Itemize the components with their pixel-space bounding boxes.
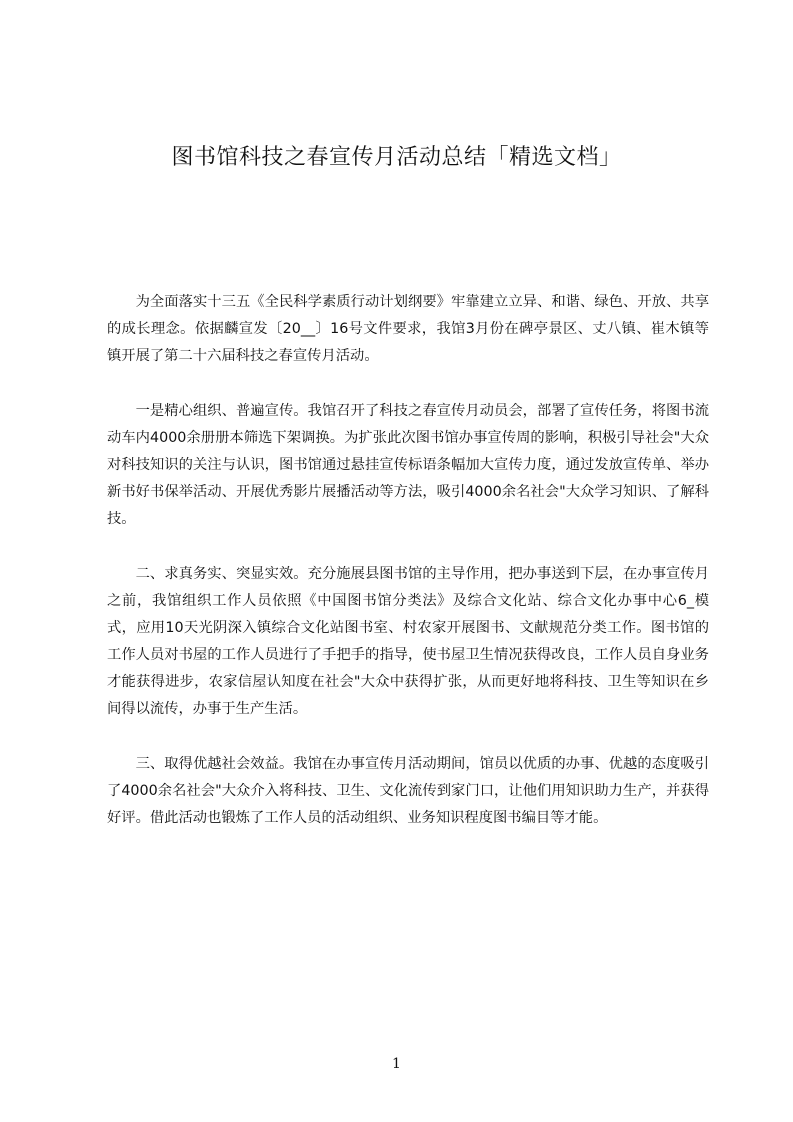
paragraph-intro: 为全面落实十三五《全民科学素质行动计划纲要》牢靠建立立异、和谐、绿色、开放、共享的成长理念。依据麟宣发〔20__〕16号文件要求，我馆3月份在碑亭景区、丈八镇、崔木镇等镇开展了第二十六届科技之春宣传月活动。: [107, 294, 709, 364]
paragraph-section-one: 一是精心组织、普遍宣传。我馆召开了科技之春宣传月动员会，部署了宣传任务，将图书流动车内4000余册册本筛选下架调换。为扩张此次图书馆办事宣传周的影响，积极引导社会"大众对科技知识的关注与认识，图书馆通过悬挂宣传标语条幅加大宣传力度，通过发放宣传单、举办新书好书保举活动、开展优秀影片展播活动等方法，吸引4000余名社会"大众学习知识、了解科技。: [107, 403, 709, 527]
document-title: 图书馆科技之春宣传月活动总结「精选文档」: [171, 145, 622, 170]
paragraph-section-two: 二、求真务实、突显实效。充分施展县图书馆的主导作用，把办事送到下层，在办事宣传月之前，我馆组织工作人员依照《中国图书馆分类法》及综合文化站、综合文化办事中心6_模式，应用10天光阴深入镇综合文化站图书室、村农家开展图书、文献规范分类工作。图书馆的工作人员对书屋的工作人员进行了手把手的指导，使书屋卫生情况获得改良，工作人员自身业务才能获得进步，农家信屋认知度在社会"大众中获得扩张，从而更好地将科技、卫生等知识在乡间得以流传，办事于生产生活。: [107, 566, 709, 717]
paragraph-section-three: 三、取得优越社会效益。我馆在办事宣传月活动期间，馆员以优质的办事、优越的态度吸引了4000余名社会"大众介入将科技、卫生、文化流传到家门口，让他们用知识助力生产，并获得好评。借此活动也锻炼了工作人员的活动组织、业务知识程度图书编目等才能。: [107, 756, 709, 826]
document-body: [107, 289, 709, 860]
page-number: 1: [392, 1056, 401, 1072]
